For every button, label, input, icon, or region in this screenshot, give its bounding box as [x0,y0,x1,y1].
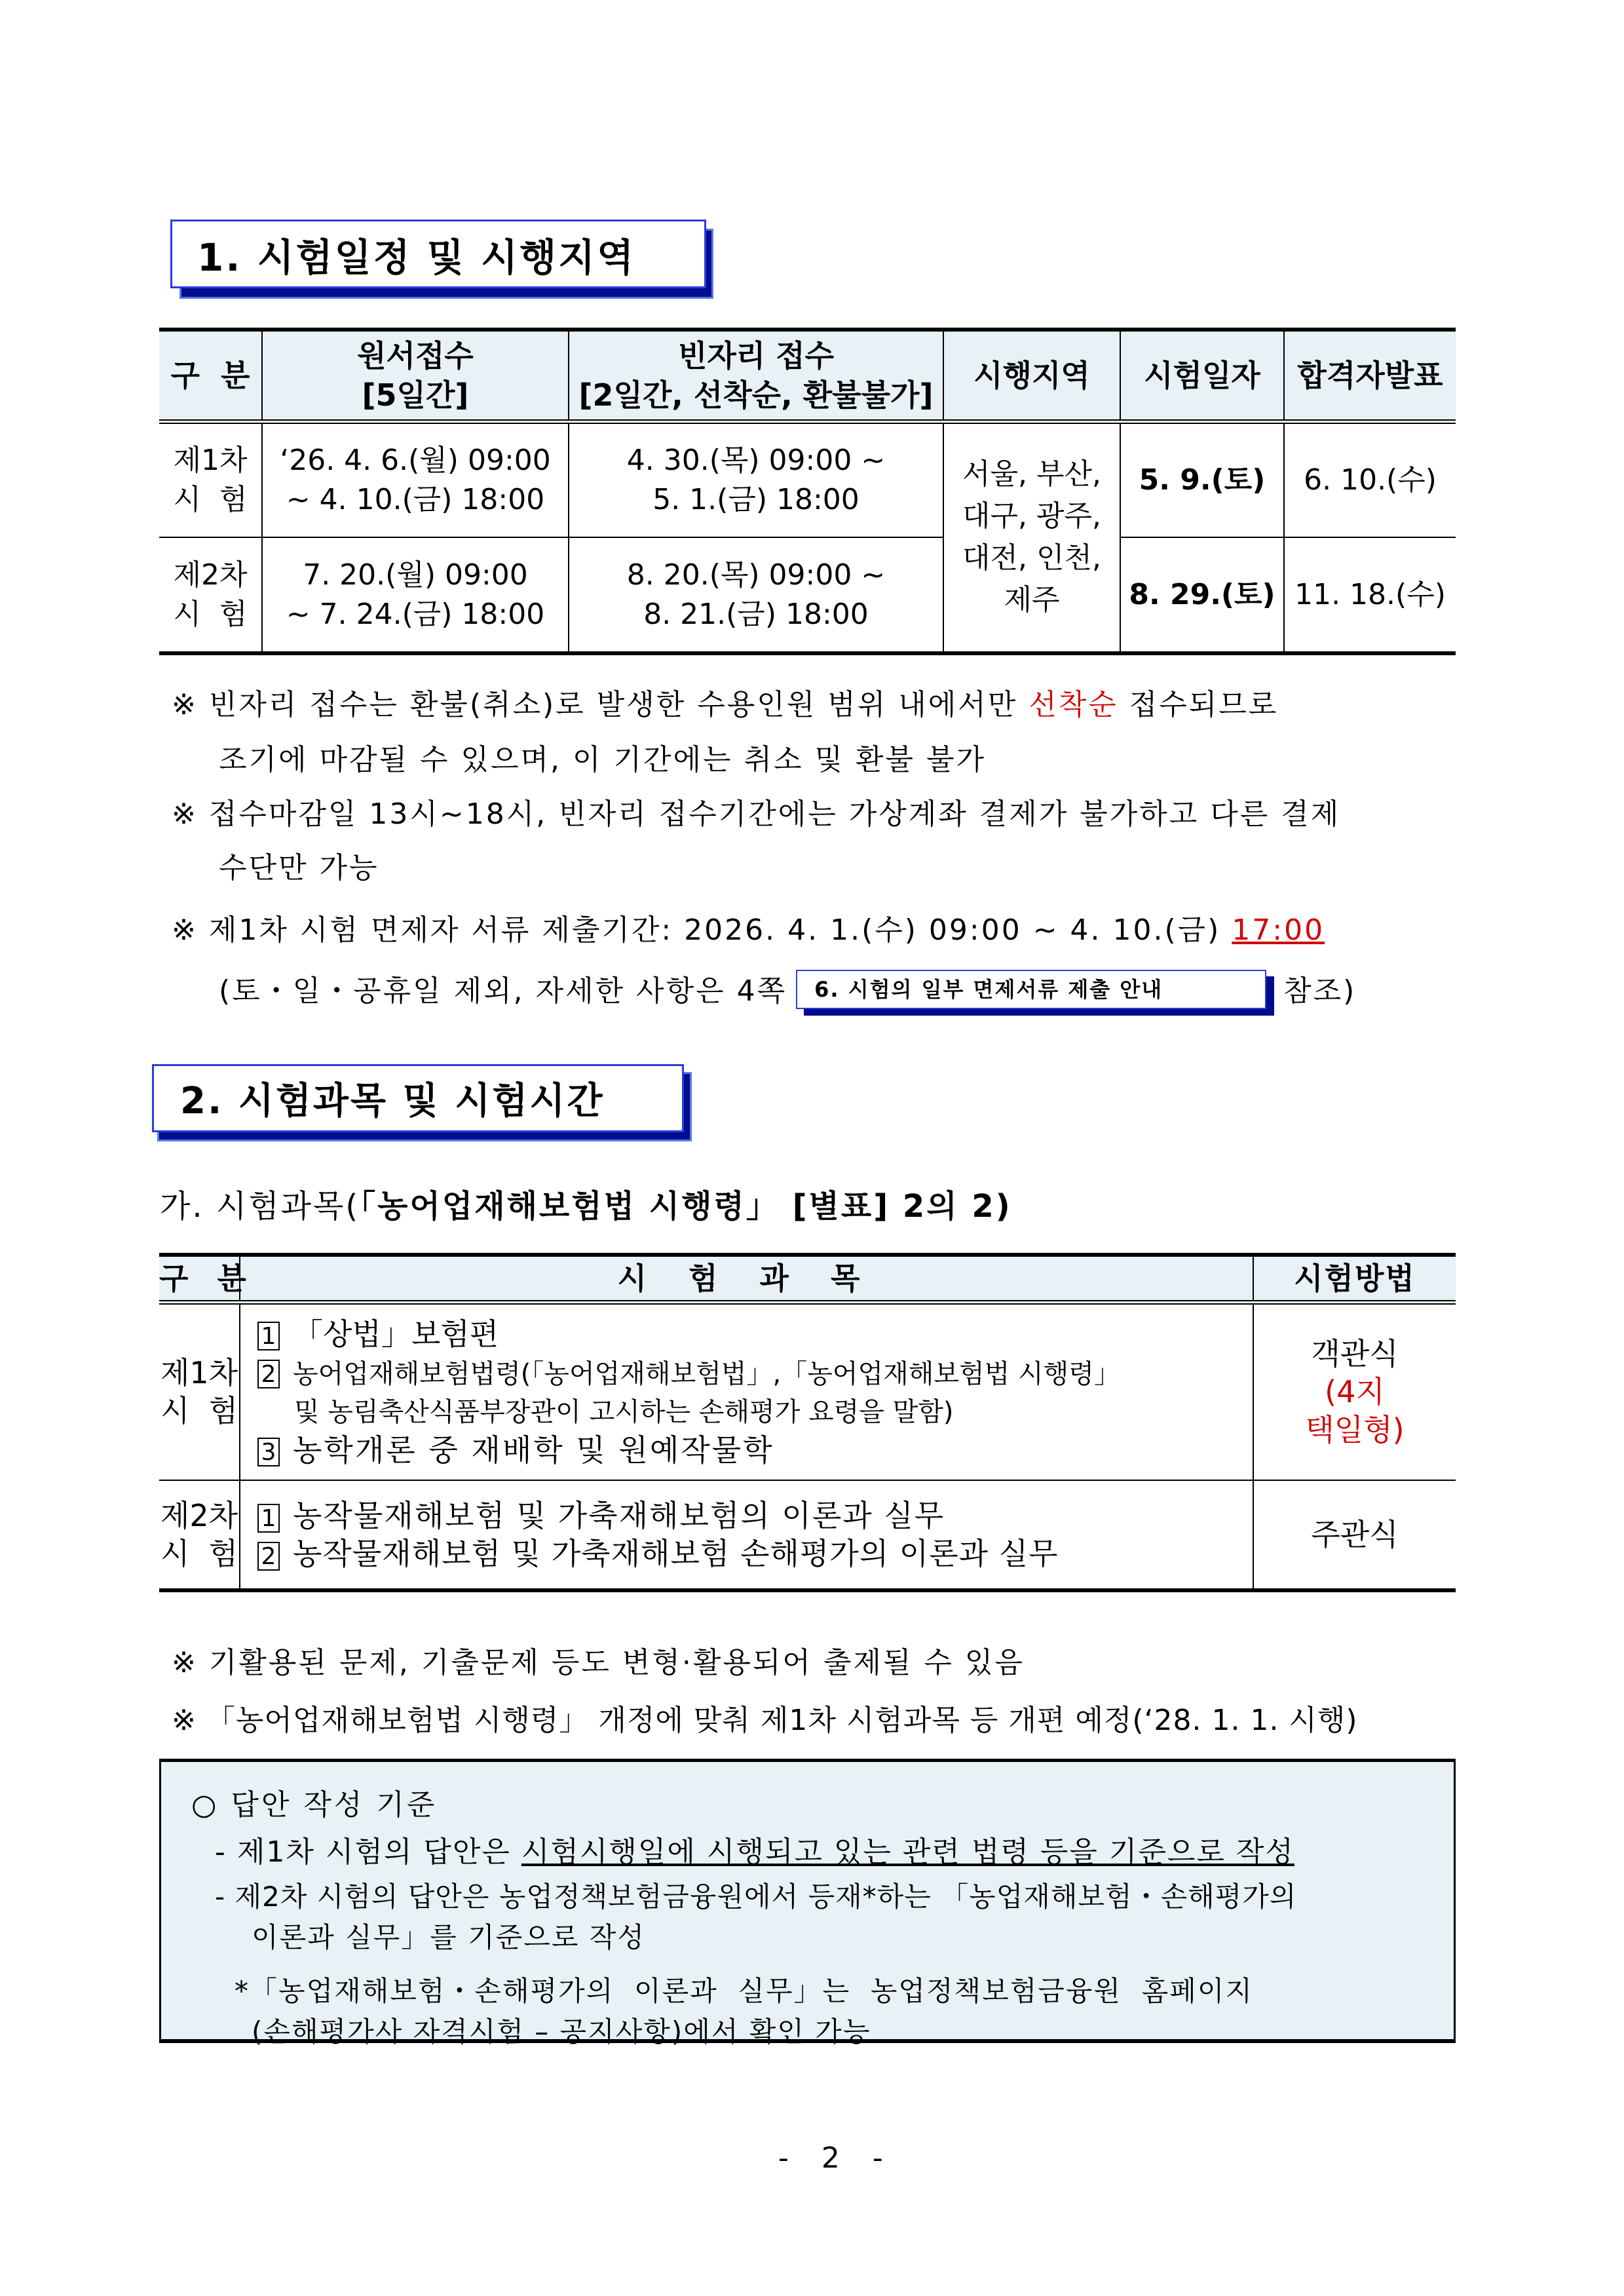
subjects-header-row [159,1255,1456,1302]
header-method: 시험방법 [1253,1255,1456,1302]
criteria-footnote-cont: (손해평가사 자격시험 – 공지사항)에서 확인 가능 [252,2016,871,2048]
category-line2: 시 험 [160,1536,238,1571]
header-exam-date: 시험일자 [1120,330,1284,421]
page-number: - 2 - [778,2141,895,2175]
vacancy-period [569,537,943,653]
note-exemption [172,912,1325,949]
note-reuse [172,1645,1025,1681]
note-text: 기활용된 문제, 기출문제 등도 변형·활용되어 출제될 수 있음 [208,1646,1025,1679]
subject-item [257,1497,1253,1535]
subject-item [257,1535,1253,1573]
subtitle-law-ref: 「농어업재해보험법 시행령」 [별표] 2의 2) [360,1188,1012,1225]
deadline-highlight: 17:00 [1232,913,1325,947]
category-line1: 제2차 [160,1498,238,1533]
section2-title-box [152,1064,696,1143]
exam-schedule-table [159,328,1456,655]
note-payment [172,796,1340,887]
category-line1: 제1차 [160,1355,238,1391]
note-text: 접수되므로 [1118,688,1279,721]
region-line: 대전, 인천, [962,541,1101,575]
note-text: 빈자리 접수는 환불(취소)로 발생한 수용인원 범위 내에서만 [208,688,1029,721]
subject-text: 농작물재해보험 및 가축재해보험의 이론과 실무 [293,1498,945,1533]
application-end: ~ 7. 24.(금) 18:00 [286,597,545,631]
number-box-icon: 3 [257,1438,280,1466]
subject-text: 농학개론 중 재배학 및 원예작물학 [293,1432,774,1468]
method-type: 객관식 [1311,1336,1399,1372]
section6-reference-link[interactable] [796,970,1274,1016]
number-box-icon: 2 [257,1360,280,1388]
criteria-underlined: 시험시행일에 시행되고 있는 관련 법령 등을 기준으로 작성 [521,1835,1294,1869]
results-date: 11. 18.(수) [1284,537,1456,653]
first-come-highlight: 선착순 [1029,688,1118,721]
ref-label: 6. 시험의 일부 면제서류 제출 안내 [796,970,1266,1009]
note-mark: ※ [172,688,198,721]
criteria-heading: ○ 답안 작성 기준 [191,1788,438,1822]
note-text-cont: 조기에 마감될 수 있으며, 이 기간에는 취소 및 환불 불가 [219,743,986,776]
criteria-item-first [215,1834,1294,1871]
number-box-icon: 1 [257,1504,280,1533]
answer-criteria-box [159,1759,1456,2048]
application-start: 7. 20.(월) 09:00 [303,558,528,592]
header-application [262,330,569,421]
criteria-footnote: *「농업재해보험・손해평가의 이론과 실무」는 농업정책보험금융원 홈페이지 [235,1975,1253,2007]
exam-method [1253,1480,1456,1590]
subtitle-prefix: 가. 시험과목( [160,1188,360,1225]
subjects-row-first-exam [159,1302,1456,1480]
schedule-header-row [159,330,1456,421]
exam-date: 8. 29.(토) [1120,537,1284,653]
header-vacancy-line1: 빈자리 접수 [677,337,835,373]
subject-item [257,1431,1253,1469]
subjects-row-second-exam [159,1480,1456,1590]
category-line1: 제1차 [173,443,248,477]
note-mark: ※ [172,1704,197,1737]
note-mark: ※ [172,1646,198,1679]
header-category: 구 분 [159,1255,240,1302]
note-text: 참조) [1283,974,1357,1008]
vacancy-end: 8. 21.(금) 18:00 [643,597,869,631]
application-period [262,421,569,537]
vacancy-start: 8. 20.(목) 09:00 ~ [626,558,886,592]
header-application-line1: 원서접수 [357,337,474,373]
note-text: 접수마감일 13시~18시, 빈자리 접수기간에는 가상계좌 결제가 불가하고 다른 결제 [208,797,1341,831]
application-start: ‘26. 4. 6.(월) 09:00 [280,443,551,477]
category-line1: 제2차 [173,558,248,592]
section2-title-text: 2. 시험과목 및 시험시간 [180,1080,605,1122]
note-text: 제1차 시험 면제자 서류 제출기간: 2026. 4. 1.(수) 09:00 ~ 4. 10.(금) [208,913,1232,947]
subject-text: 농어업재해보험법령(「농어업재해보험법」,「농어업재해보험법 시행령」 [293,1358,1120,1389]
row-category [159,421,262,537]
note-vacancy [172,687,1278,778]
application-period [262,537,569,653]
header-category: 구 분 [159,330,262,421]
subject-text-cont: 및 농림축산식품부장관이 고시하는 손해평가 요령을 말함) [294,1396,954,1427]
note-text-cont: 수단만 가능 [219,851,379,885]
section1-title-box [170,220,714,298]
subject-text: 농작물재해보험 및 가축재해보험 손해평가의 이론과 실무 [293,1536,1059,1571]
region-line: 대구, 광주, [962,499,1101,533]
category-line2: 시 험 [173,482,248,516]
header-vacancy-line2: [2일간, 선착순, 환불불가] [578,377,934,413]
header-region: 시행지역 [943,330,1120,421]
number-box-icon: 2 [257,1542,280,1571]
subject-item [257,1315,1253,1353]
results-date: 6. 10.(수) [1284,421,1456,537]
criteria-item-second-cont: 이론과 실무」를 기준으로 작성 [252,1921,645,1953]
section1-title-text: 1. 시험일정 및 시행지역 [197,235,636,280]
method-type: 주관식 [1311,1517,1399,1552]
vacancy-end: 5. 1.(금) 18:00 [652,482,859,516]
schedule-row-second-exam [159,537,1456,653]
vacancy-start: 4. 30.(목) 09:00 ~ [626,443,886,477]
note-text: (토・일・공휴일 제외, 자세한 사항은 4쪽 [219,974,787,1008]
exam-regions [943,421,1120,653]
header-vacancy [569,330,943,421]
section1-title [170,220,706,288]
criteria-text: - 제1차 시험의 답안은 [215,1835,521,1869]
application-end: ~ 4. 10.(금) 18:00 [286,482,545,516]
exam-subjects-table [159,1253,1456,1592]
note-revision [172,1702,1358,1739]
exam-method [1253,1302,1456,1480]
header-results: 합격자발표 [1284,330,1456,421]
schedule-row-first-exam [159,421,1456,537]
row-category [159,1302,240,1480]
subject-text: 「상법」보험편 [293,1316,499,1352]
section2-title [152,1064,684,1132]
vacancy-period [569,421,943,537]
subject-item [257,1353,1253,1393]
header-subjects: 시 험 과 목 [240,1255,1253,1302]
note-mark: ※ [172,913,198,947]
subject-list [240,1480,1253,1590]
criteria-item-second: - 제2차 시험의 답안은 농업정책보험금융원에서 등재*하는 「농업재해보험・손해평가의 [215,1881,1297,1913]
method-detail: (4지 [1325,1374,1385,1410]
method-detail: 택일형) [1305,1412,1405,1448]
region-line: 서울, 부산, [962,457,1101,491]
note-text: 「농어업재해보험법 시행령」 개정에 맞춰 제1차 시험과목 등 개편 예정(‘28. 1. 1. 시행) [206,1704,1358,1737]
number-box-icon: 1 [257,1322,280,1350]
region-line: 제주 [1004,583,1060,617]
category-line2: 시 험 [160,1393,238,1429]
note-exemption-cont [219,970,1356,1016]
header-application-line2: [5일간] [362,377,469,413]
row-category [159,537,262,653]
exam-date: 5. 9.(토) [1120,421,1284,537]
subject-list [240,1302,1253,1480]
row-category [159,1480,240,1590]
note-mark: ※ [172,797,198,831]
subjects-subtitle [160,1181,1012,1226]
category-line2: 시 험 [173,597,248,631]
